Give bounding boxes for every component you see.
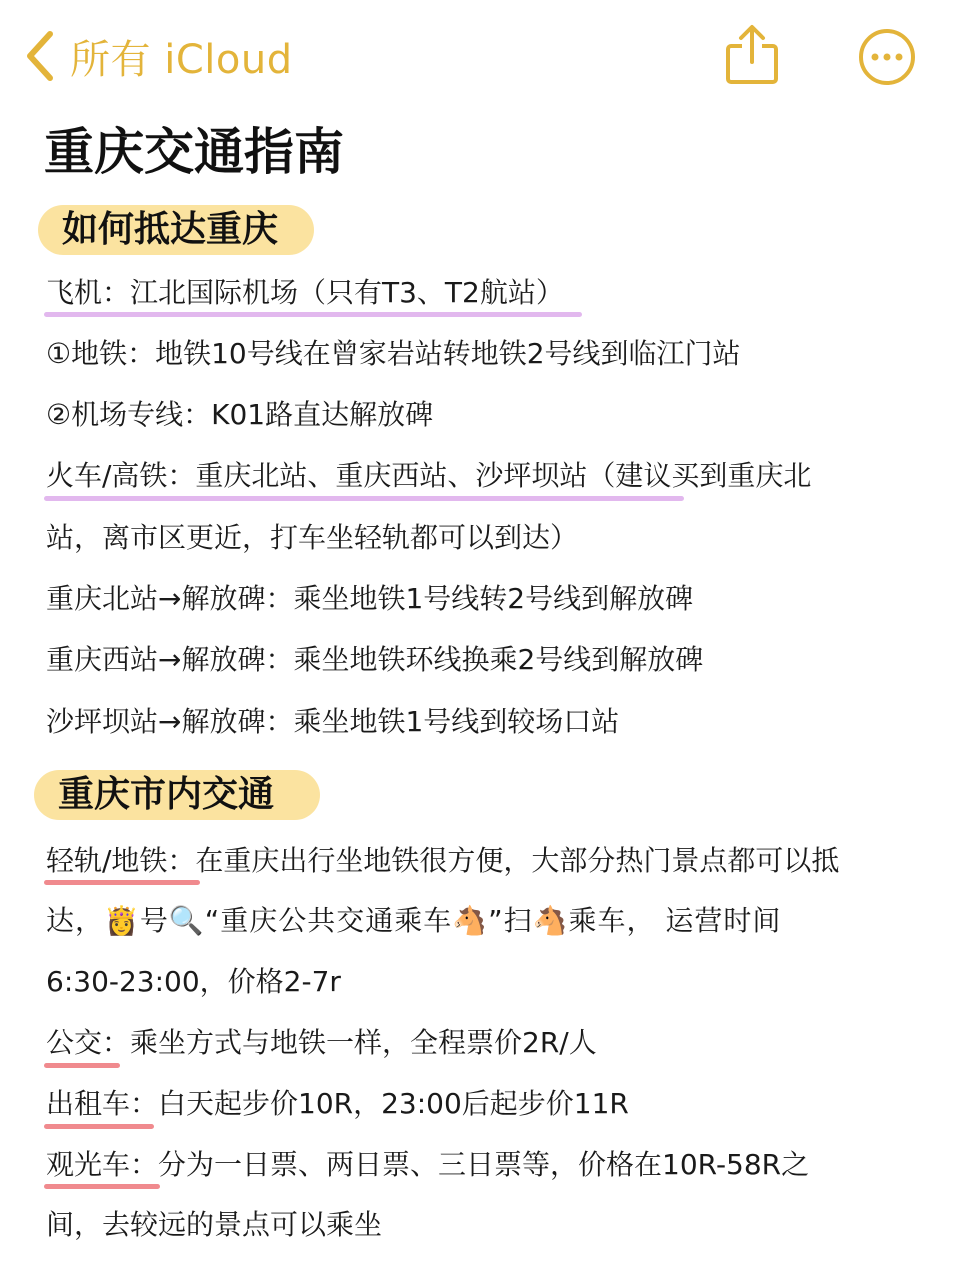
note-line: 重庆西站→解放碑：乘坐地铁环线换乘2号线到解放碑 — [46, 643, 704, 676]
note-line: 沙坪坝站→解放碑：乘坐地铁1号线到较场口站 — [46, 705, 620, 738]
note-line: 达，👸号🔍“重庆公共交通乘车🐴”扫🐴乘车， 运营时间 — [46, 904, 782, 937]
note-line: 重庆北站→解放碑：乘坐地铁1号线转2号线到解放碑 — [46, 582, 694, 615]
note-line: 观光车：分为一日票、两日票、三日票等，价格在10R-58R之 — [46, 1148, 810, 1181]
share-icon[interactable] — [724, 24, 780, 86]
note-line: 火车/高铁：重庆北站、重庆西站、沙坪坝站（建议买到重庆北 — [46, 459, 812, 492]
section-heading-city: 重庆市内交通 — [34, 770, 320, 820]
note-line: ①地铁：地铁10号线在曾家岩站转地铁2号线到临江门站 — [46, 337, 741, 370]
back-button[interactable] — [22, 28, 293, 84]
nav-bar — [0, 0, 960, 110]
note-line: 公交：乘坐方式与地铁一样，全程票价2R/人 — [46, 1026, 597, 1059]
note-line: 6:30-23:00，价格2-7r — [46, 965, 341, 998]
section-heading-arrival: 如何抵达重庆 — [38, 205, 314, 255]
highlight-underline — [44, 1063, 120, 1068]
highlight-underline — [44, 1124, 154, 1129]
note-line: 轻轨/地铁：在重庆出行坐地铁很方便，大部分热门景点都可以抵 — [46, 844, 840, 877]
note-line: ②机场专线：K01路直达解放碑 — [46, 398, 434, 431]
note-title: 重庆交通指南 — [44, 123, 344, 181]
note-line: 站，离市区更近，打车坐轻轨都可以到达） — [46, 521, 579, 554]
note-line: 出租车：白天起步价10R，23:00后起步价11R — [46, 1087, 629, 1120]
more-options-icon[interactable] — [858, 28, 916, 86]
back-label: 所有 iCloud — [70, 36, 293, 83]
note-line: 间，去较远的景点可以乘坐 — [46, 1208, 383, 1241]
highlight-underline — [44, 496, 684, 501]
chevron-left-icon — [22, 28, 58, 84]
note-line: 飞机：江北国际机场（只有T3、T2航站） — [46, 276, 564, 309]
